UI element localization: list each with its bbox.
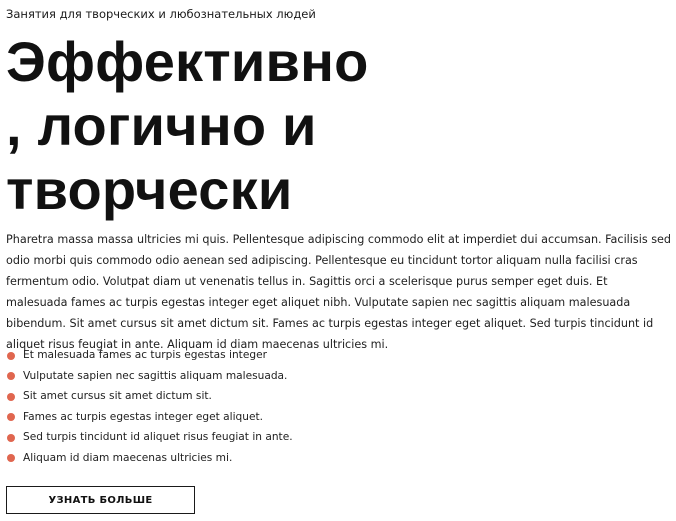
eyebrow-text: Занятия для творческих и любознательных людей xyxy=(6,7,316,21)
feature-item-label: Sit amet cursus sit amet dictum sit. xyxy=(23,390,212,403)
bullet-dot-icon xyxy=(7,413,15,421)
feature-item-label: Sed turpis tincidunt id aliquet risus feugiat in ante. xyxy=(23,431,293,444)
learn-more-button[interactable]: УЗНАТЬ БОЛЬШЕ xyxy=(6,486,195,514)
feature-item-label: Et malesuada fames ac turpis egestas integer xyxy=(23,349,267,361)
feature-item xyxy=(6,407,293,428)
bullet-dot-icon xyxy=(7,393,15,401)
intro-paragraph: Pharetra massa massa ultricies mi quis. Pellentesque adipiscing commodo elit at imperdiet dui accumsan. Facilisis sed odio morbi quis commodo odio aenean sed adipiscing. Pellentesque eu tincidunt tortor aliquam nulla facilisi cras fermentum odio. Volutpat diam ut venenatis tellus in. Sagittis orci a scelerisque purus semper eget duis. Et malesuada fames ac turpis egestas integer eget aliquet nibh. Vulputate sapien nec sagittis aliquam malesuada bibendum. Sit amet cursus sit amet dictum sit. Fames ac turpis egestas integer eget aliquet. Sed turpis tincidunt id aliquet risus feugiat in ante. Aliquam id diam maecenas ultricies mi. xyxy=(6,233,672,351)
page-title-line-1: Эффективно xyxy=(6,30,369,93)
feature-list xyxy=(6,345,293,469)
bullet-dot-icon xyxy=(7,434,15,442)
feature-item-label: Aliquam id diam maecenas ultricies mi. xyxy=(23,451,233,464)
bullet-dot-icon xyxy=(7,352,15,360)
feature-item xyxy=(6,366,293,387)
feature-item xyxy=(6,386,293,407)
feature-item xyxy=(6,345,293,366)
page-title-line-2: , логично и xyxy=(6,94,317,157)
bullet-dot-icon xyxy=(7,372,15,380)
page-title xyxy=(6,30,426,222)
bullet-dot-icon xyxy=(7,454,15,462)
feature-item xyxy=(6,448,293,469)
feature-item-label: Vulputate sapien nec sagittis aliquam malesuada. xyxy=(23,369,288,382)
feature-item xyxy=(6,427,293,448)
page-title-line-3: творчески xyxy=(6,158,293,221)
feature-item-label: Fames ac turpis egestas integer eget aliquet. xyxy=(23,410,264,423)
